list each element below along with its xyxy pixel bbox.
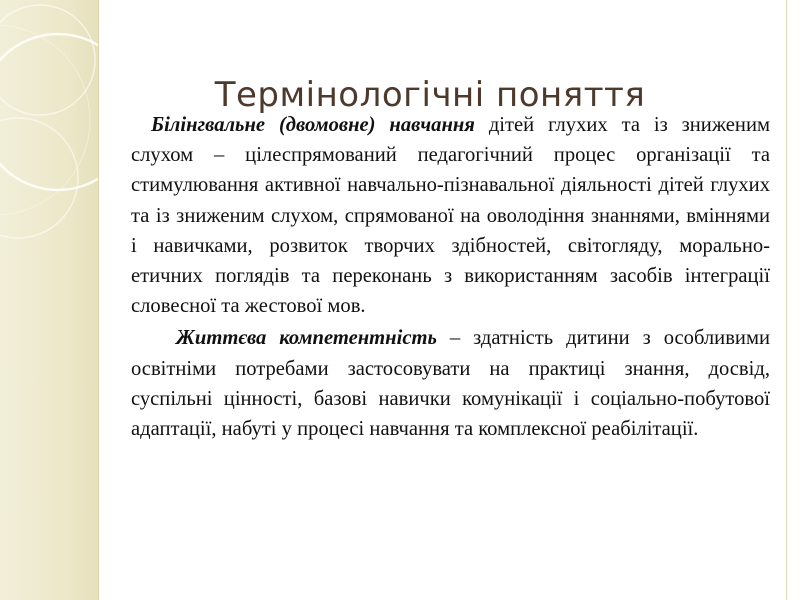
slide-body xyxy=(131,110,770,444)
decorative-circles-icon xyxy=(0,0,98,600)
definition-text: дітей глухих та із зниженим слухом – цілеспрямований педагогічний процес організації та стимулювання активної навчально-пізнавальної діяльності дітей глухих та із зниженим слухом, спрямованої на оволодіння знаннями, вміннями і навичками, розвиток творчих здібностей, світогляду, морально-етичних поглядів та переконань з використанням засобів інтеграції словесної та жестової мов. xyxy=(131,114,770,318)
vertical-rule-right xyxy=(786,0,787,600)
definition-term: Життєва компетентність xyxy=(176,327,437,350)
slide-title: Термінологічні поняття xyxy=(214,74,646,115)
definition-term: Білінгвальне (двомовне) навчання xyxy=(151,114,475,136)
definition-paragraph xyxy=(131,323,770,444)
vertical-rule-left xyxy=(98,0,99,600)
decorative-side-panel xyxy=(0,0,98,600)
definition-text: – здатність дитини з особливими освітніми потребами застосовувати на практиці знання, досвід, суспільні цінності, базові навички комунікації і соціально-побутової адаптації, набуті у процесі навчання та комплексної реабілітації. xyxy=(131,327,771,441)
definition-paragraph xyxy=(131,110,770,321)
